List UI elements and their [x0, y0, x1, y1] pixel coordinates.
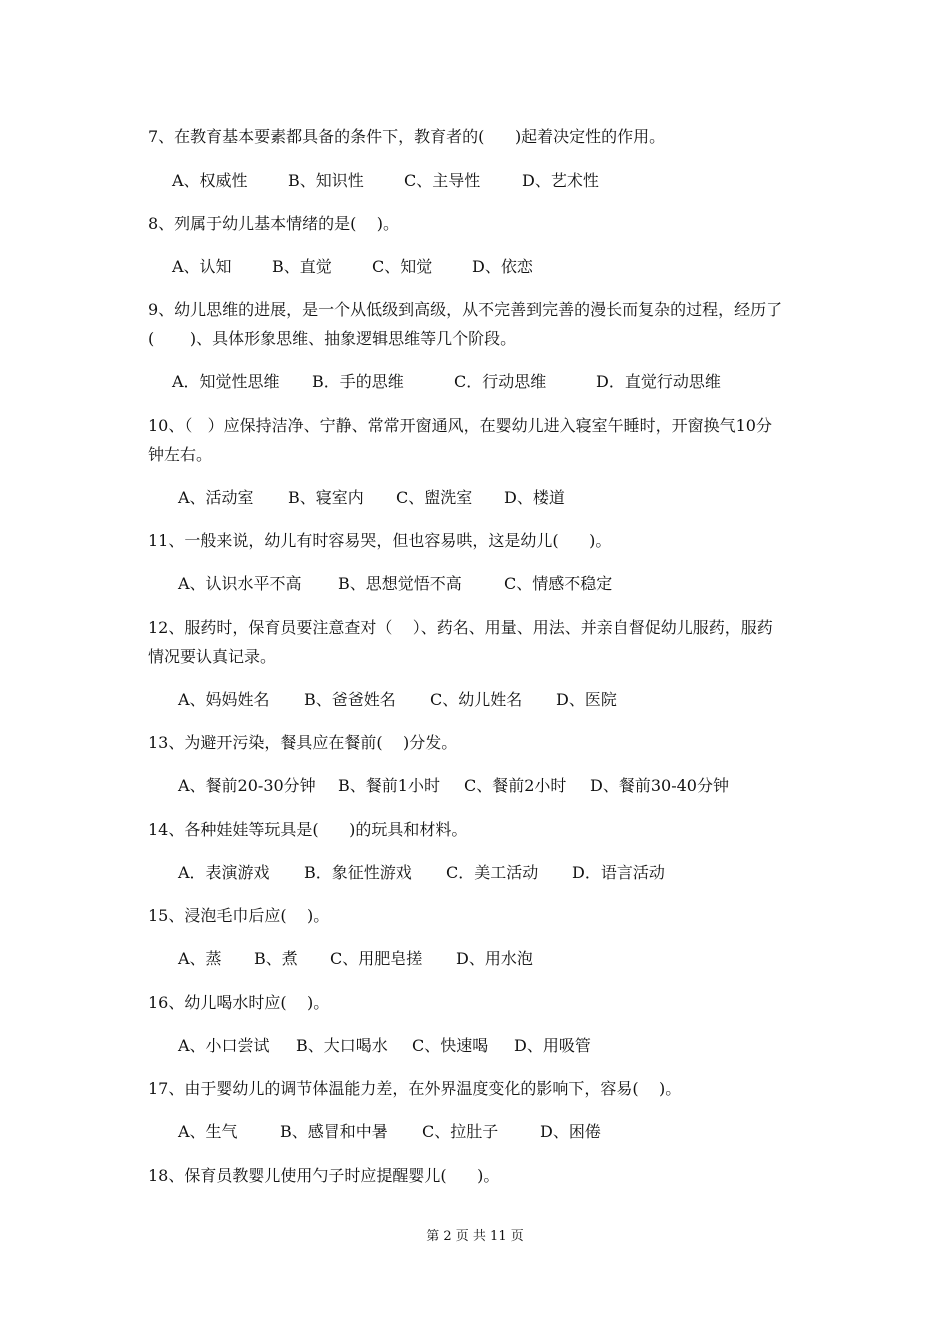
question-14-stem: 14、各种娃娃等玩具是( )的玩具和材料。	[148, 820, 468, 839]
question-9-option-a: A．知觉性思维	[172, 372, 280, 391]
question-8-stem: 8、列属于幼儿基本情绪的是( )。	[148, 214, 400, 233]
question-15-option-a: A、蒸	[178, 949, 222, 968]
page-number-footer: 第 2 页 共 11 页	[426, 1229, 524, 1244]
question-12-option-c: C、幼儿姓名	[430, 690, 523, 709]
question-15-option-d: D、用水泡	[456, 949, 533, 968]
question-12-option-d: D、医院	[556, 690, 617, 709]
question-16-option-c: C、快速喝	[412, 1036, 489, 1055]
question-15-option-b: B、煮	[254, 949, 298, 968]
question-14-option-c: C．美工活动	[446, 863, 539, 882]
question-7-option-b: B、知识性	[288, 171, 364, 190]
question-12-option-b: B、爸爸姓名	[304, 690, 396, 709]
question-17-option-d: D、困倦	[540, 1122, 601, 1141]
question-8-option-c: C、知觉	[372, 257, 433, 276]
question-17-stem: 17、由于婴幼儿的调节体温能力差，在外界温度变化的影响下，容易( )。	[148, 1079, 682, 1098]
question-17-option-c: C、拉肚子	[422, 1122, 499, 1141]
question-12-stem-line2: 情况要认真记录。	[148, 647, 277, 666]
question-8-option-b: B、直觉	[272, 257, 332, 276]
question-9-option-b: B．手的思维	[312, 372, 404, 391]
question-15-stem: 15、浸泡毛巾后应( )。	[148, 906, 330, 925]
question-7-option-a: A、权威性	[172, 171, 248, 190]
question-9-option-c: C．行动思维	[454, 372, 547, 391]
question-10-option-a: A、活动室	[178, 488, 254, 507]
question-17-option-a: A、生气	[178, 1122, 238, 1141]
question-15-option-c: C、用肥皂搓	[330, 949, 423, 968]
question-13-option-c: C、餐前2小时	[464, 776, 567, 795]
question-13-option-a: A、餐前20-30分钟	[178, 776, 316, 795]
question-12-stem-line1: 12、服药时，保育员要注意查对（ ）、药名、用量、用法、并亲自督促幼儿服药，服药	[148, 618, 773, 637]
question-16-option-b: B、大口喝水	[296, 1036, 388, 1055]
question-18-stem: 18、保育员教婴儿使用勺子时应提醒婴儿( )。	[148, 1166, 500, 1185]
question-7-stem: 7、在教育基本要素都具备的条件下，教育者的( )起着决定性的作用。	[148, 127, 666, 146]
question-13-option-d: D、餐前30-40分钟	[590, 776, 729, 795]
question-11-stem: 11、一般来说，幼儿有时容易哭，但也容易哄，这是幼儿( )。	[148, 531, 612, 550]
question-16-option-d: D、用吸管	[514, 1036, 591, 1055]
question-17-option-b: B、感冒和中暑	[280, 1122, 388, 1141]
question-8-option-a: A、认知	[172, 257, 232, 276]
question-8-option-d: D、依恋	[472, 257, 533, 276]
question-14-option-b: B．象征性游戏	[304, 863, 412, 882]
question-16-option-a: A、小口尝试	[178, 1036, 270, 1055]
question-10-option-c: C、盥洗室	[396, 488, 473, 507]
question-10-stem-line1: 10、（ ）应保持洁净、宁静、常常开窗通风，在婴幼儿进入寝室午睡时，开窗换气10分	[148, 416, 772, 435]
question-16-stem: 16、幼儿喝水时应( )。	[148, 993, 330, 1012]
question-14-option-a: A．表演游戏	[178, 863, 270, 882]
question-11-option-c: C、情感不稳定	[504, 574, 613, 593]
question-11-option-a: A、认识水平不高	[178, 574, 302, 593]
question-9-stem-line2: ( )、具体形象思维、抽象逻辑思维等几个阶段。	[148, 329, 517, 348]
question-11-option-b: B、思想觉悟不高	[338, 574, 462, 593]
question-14-option-d: D．语言活动	[572, 863, 665, 882]
question-10-stem-line2: 钟左右。	[148, 445, 213, 464]
question-7-option-c: C、主导性	[404, 171, 481, 190]
question-7-option-d: D、艺术性	[522, 171, 599, 190]
question-13-option-b: B、餐前1小时	[338, 776, 440, 795]
question-9-option-d: D．直觉行动思维	[596, 372, 721, 391]
question-10-option-d: D、楼道	[504, 488, 565, 507]
question-13-stem: 13、为避开污染，餐具应在餐前( )分发。	[148, 733, 458, 752]
question-12-option-a: A、妈妈姓名	[178, 690, 270, 709]
question-9-stem-line1: 9、幼儿思维的进展，是一个从低级到高级，从不完善到完善的漫长而复杂的过程，经历了	[148, 300, 783, 319]
question-10-option-b: B、寝室内	[288, 488, 364, 507]
